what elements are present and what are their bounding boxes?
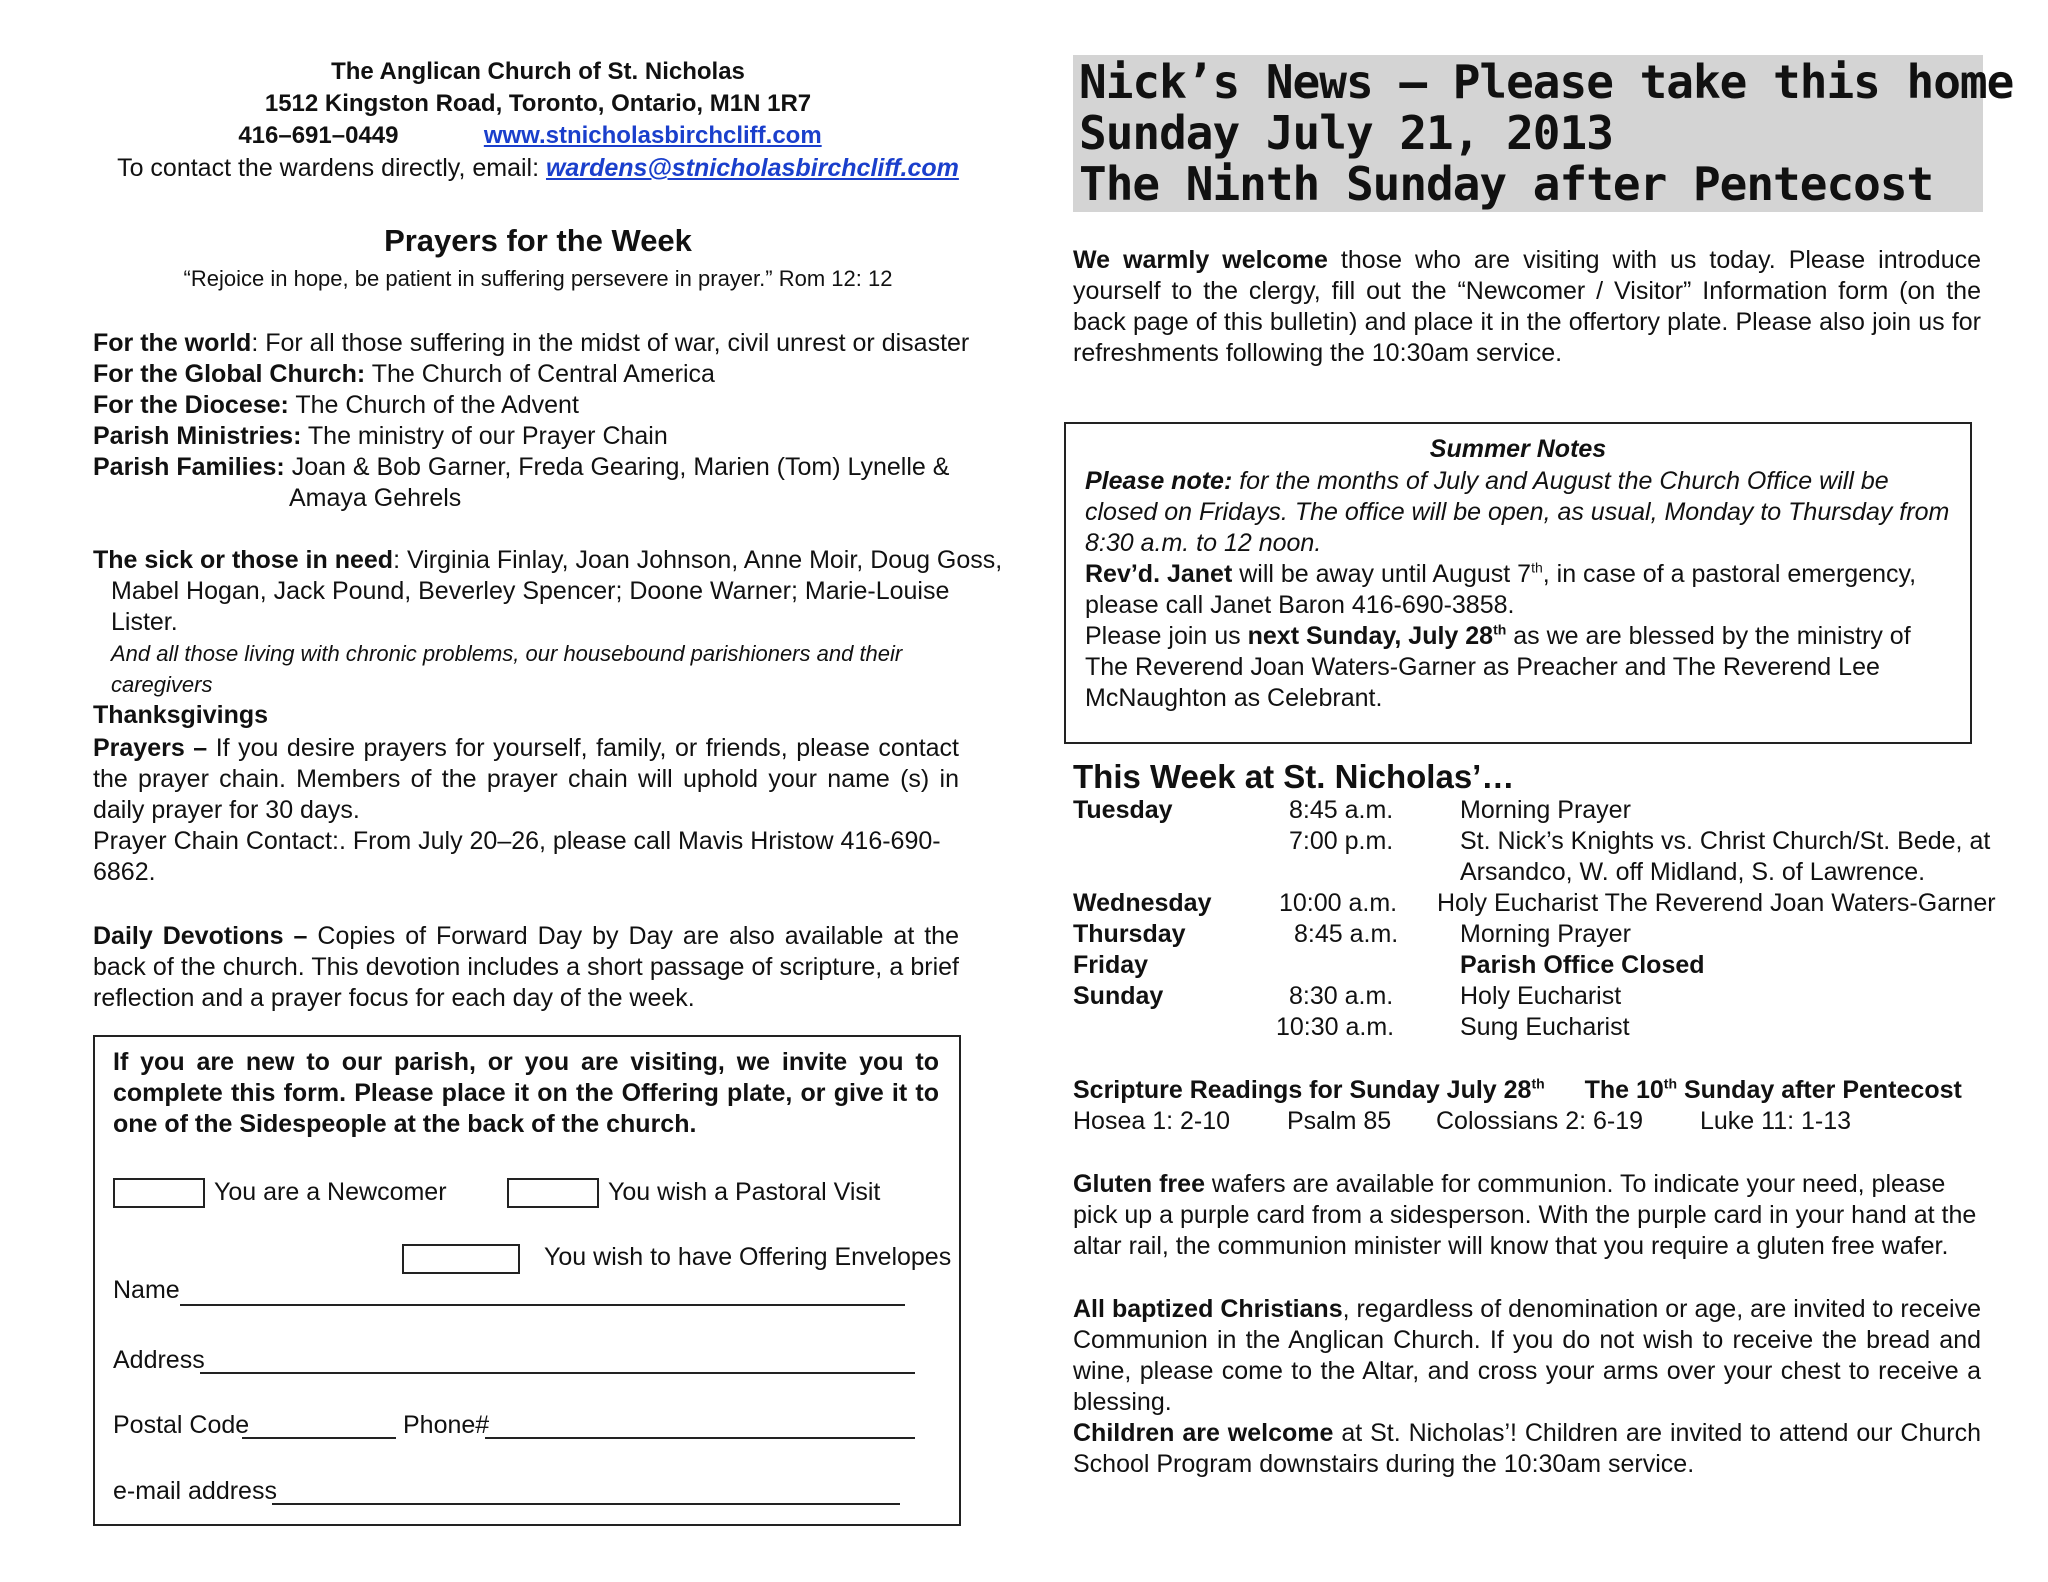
next-sunday-note: Please join us next Sunday, July 28th as we are blessed by the ministry of The Reverend Joan Waters-Garner as Preacher and The Reverend Lee McNaughton as Celebrant. [1085,621,1911,712]
newsletter-title-block [1073,55,2014,212]
church-address: 1512 Kingston Road, Toronto, Ontario, M1N 1R7 [264,90,812,117]
schedule-day: Thursday [1073,920,1186,948]
pastoral-visit-checkbox[interactable] [507,1178,599,1208]
prayer-item-diocese: For the Diocese: The Church of the Advent [93,391,579,419]
prayers-text: If you desire prayers for yourself, family, or friends, please contact the prayer chain. Members of the prayer chain will uphold your name (s) in daily prayer for 30 days. [93,734,959,824]
summer-notes-heading: Summer Notes [1429,435,1607,463]
devotions-label: Daily Devotions – [93,922,308,950]
name-label: Name [113,1276,180,1304]
schedule-day: Wednesday [1073,889,1212,917]
sick-line2: Mabel Hogan, Jack Pound, Beverley Spencer; Doone Warner; Marie-Louise [111,577,950,605]
parish-families-cont: Amaya Gehrels [289,484,462,512]
newcomer-checkbox[interactable] [113,1178,205,1208]
prayers-heading: Prayers for the Week [384,223,692,258]
reading: Psalm 85 [1287,1107,1392,1135]
summer-note: Please note: for the months of July and August the Church Office will be closed on Fridays. The office will be open, as usual, Monday to Thursday from 8:30 a.m. to 12 noon. [1085,467,1950,557]
children-paragraph: Children are welcome at St. Nicholas’! Children are invited to attend our Church School Program downstairs during the 10:30am service. [1073,1419,1981,1478]
summer-notes-body [1085,466,1960,714]
offering-envelopes-checkbox[interactable] [402,1244,520,1274]
sick-label: The sick or those in need [93,546,394,574]
scripture-heading: Scripture Readings for Sunday July 28th The 10th Sunday after Pentecost [1073,1075,1962,1104]
schedule-day: Friday [1073,951,1149,979]
pastoral-visit-label: You wish a Pastoral Visit [608,1178,881,1206]
church-header [93,56,983,184]
church-phone: 416–691–0449 [238,122,399,149]
prayers-label: Prayers – [93,734,208,762]
form-intro: If you are new to our parish, or you are visiting, we invite you to complete this form. Please place it on the Offering plate, or give it to one of the Sidespeople at the back of the church. [113,1048,939,1138]
offering-envelopes-label: You wish to have Offering Envelopes [544,1243,952,1271]
schedule-day: Sunday [1073,982,1164,1010]
website-link[interactable]: www.stnicholasbirchcliff.com [483,122,822,149]
sick-list [93,545,1003,731]
schedule-event: Morning Prayer [1460,920,1631,948]
schedule-time: 8:30 a.m. [1289,982,1394,1010]
email-label: e-mail address [113,1477,277,1505]
schedule-time: 10:30 a.m. [1276,1013,1395,1041]
schedule-event: Morning Prayer [1460,796,1631,824]
schedule-event: St. Nick’s Knights vs. Christ Church/St. Bede, at [1460,827,1991,855]
this-week-heading: This Week at St. Nicholas’… [1073,758,1515,795]
devotions-paragraph [93,921,959,1014]
revd-janet-note: Rev’d. Janet will be away until August 7th, in case of a pastoral emergency, please call Janet Baron 416-690-3858. [1085,559,1917,619]
phone-field[interactable] [485,1437,915,1439]
prayer-chain-contact: Prayer Chain Contact:. From July 20–26, please call Mavis Hristow 416-690-6862. [93,827,941,886]
schedule-time: 7:00 p.m. [1289,827,1394,855]
postal-code-label: Postal Code [113,1411,250,1439]
prayers-verse: “Rejoice in hope, be patient in suffering persevere in prayer.” Rom 12: 12 [183,266,893,291]
title-line1: Nick’s News – Please take this home [1079,55,2014,109]
wardens-contact-text: To contact the wardens directly, email: [117,154,540,182]
phone-label: Phone# [403,1411,490,1439]
sick-line1: : Virginia Finlay, Joan Johnson, Anne Moir, Doug Goss, [393,546,1003,574]
schedule-time: 8:45 a.m. [1294,920,1399,948]
prayer-list [93,328,993,514]
schedule-time: 10:00 a.m. [1279,889,1398,917]
wardens-contact [93,152,983,184]
schedule-event: Holy Eucharist The Reverend Joan Waters-Garner [1437,889,1996,917]
prayer-item-world: For the world: For all those suffering in the midst of war, civil unrest or disaster [93,329,970,357]
devotions-text: Copies of Forward Day by Day are also available at the back of the church. This devotion includes a short passage of scripture, a brief reflection and a prayer focus for each day of the week. [93,922,959,1012]
address-label: Address [113,1346,205,1374]
title-line2: Sunday July 21, 2013 [1079,106,1613,160]
prayer-item-global-church: For the Global Church: The Church of Central America [93,360,715,388]
church-phone-web [85,120,975,152]
email-field[interactable] [272,1503,900,1505]
prayer-item-parish-families: Parish Families: Joan & Bob Garner, Freda Gearing, Marien (Tom) Lynelle & [93,453,950,481]
welcome-text: those who are visiting with us today. Please introduce yourself to the clergy, fill out the “Newcomer / Visitor” Information form (on the back page of this bulletin) and place it in the offertory plate. Please also join us for refreshments following the 10:30am service. [1073,246,1981,367]
title-line3: The Ninth Sunday after Pentecost [1079,157,1934,211]
gluten-free-paragraph: Gluten free wafers are available for communion. To indicate your need, please pick up a purple card from a sidesperson. With the purple card in your hand at the altar rail, the communion minister will know that you require a gluten free wafer. [1073,1170,1977,1260]
thanksgivings-label: Thanksgivings [93,701,269,729]
schedule-row: Tuesday [1073,796,1173,824]
name-field[interactable] [180,1304,905,1306]
schedule-time: 8:45 a.m. [1289,796,1394,824]
reading: Luke 11: 1-13 [1700,1107,1852,1135]
prayer-item-parish-ministries: Parish Ministries: The ministry of our Prayer Chain [93,422,668,450]
baptized-paragraph: All baptized Christians, regardless of denomination or age, are invited to receive Communion in the Anglican Church. If you do not wish to receive the bread and wine, please come to the Altar, and cross your arms over your chest to receive a blessing. [1073,1295,1981,1416]
newcomer-label: You are a Newcomer [214,1178,447,1206]
church-name: The Anglican Church of St. Nicholas [331,58,745,85]
schedule-event: Holy Eucharist [1460,982,1622,1010]
address-field[interactable] [200,1372,915,1374]
schedule-event: Sung Eucharist [1460,1013,1630,1041]
welcome-paragraph [1073,245,1981,369]
sick-line3: Lister. [111,608,178,636]
wardens-email-link[interactable]: wardens@stnicholasbirchcliff.com [545,154,959,182]
welcome-bold: We warmly welcome [1073,246,1328,274]
postal-code-field[interactable] [242,1437,396,1439]
prayers-paragraph [93,733,959,826]
schedule-event: Arsandco, W. off Midland, S. of Lawrence. [1460,858,1926,886]
schedule-event: Parish Office Closed [1460,951,1705,979]
chronic-note: And all those living with chronic problems, our housebound parishioners and their caregivers [111,641,903,697]
reading: Colossians 2: 6-19 [1436,1107,1644,1135]
reading: Hosea 1: 2-10 [1073,1107,1231,1135]
